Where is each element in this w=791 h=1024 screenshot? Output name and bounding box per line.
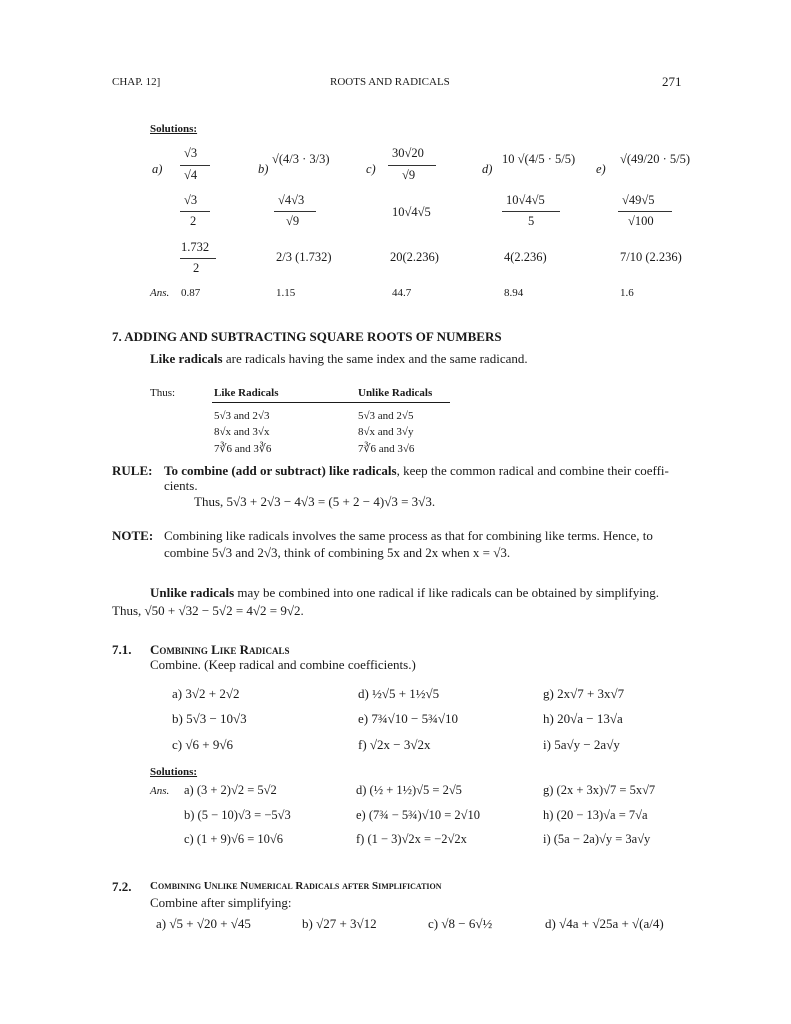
note-line-2: combine 5√3 and 2√3, think of combining 5x and 2x when x = √3.	[164, 545, 511, 560]
answer-item: f) (1 − 3)√2x = −2√2x	[356, 832, 467, 846]
problem-item: h) 20√a − 13√a	[543, 711, 623, 726]
like-radicals-term: Like radicals	[150, 351, 223, 366]
problem-item: e) 7¾√10 − 5¾√10	[358, 711, 458, 726]
label-b: b)	[258, 162, 269, 176]
problem-item: f) √2x − 3√2x	[358, 737, 431, 752]
section-7-1-number: 7.1.	[112, 642, 132, 657]
section-7-heading: 7. ADDING AND SUBTRACTING SQUARE ROOTS OF NUMBERS	[112, 329, 502, 344]
unlike-radicals-text: may be combined into one radical if like radicals can be obtained by simplifying.	[234, 585, 660, 600]
b-denominator-2: √9	[286, 214, 300, 228]
label-a: a)	[152, 162, 163, 176]
thus-label: Thus:	[150, 387, 176, 399]
unlike-radicals-row: 5√3 and 2√5	[358, 410, 414, 422]
d-numerator-2: 10√4√5	[506, 193, 545, 207]
section-7-2-title: Combining Unlike Numerical Radicals after Simplification	[150, 880, 442, 892]
note-line-1: Combining like radicals involves the same process as that for combining like terms. Hence, to	[164, 528, 653, 543]
rule-label: RULE:	[112, 463, 153, 478]
c-numerator-1: 30√20	[392, 146, 424, 160]
rule-text	[164, 463, 669, 479]
problem-item: d) √4a + √25a + √(a/4)	[545, 916, 664, 931]
a-numerator-3: 1.732	[181, 240, 210, 254]
problem-item: a) 3√2 + 2√2	[172, 686, 240, 701]
running-title: ROOTS AND RADICALS	[330, 76, 450, 88]
like-radicals-definition-text: are radicals having the same index and the same radicand.	[222, 351, 528, 366]
chapter-label: CHAP. 12]	[112, 76, 161, 88]
note-label: NOTE:	[112, 528, 154, 543]
e-line-1: √(49/20 · 5/5)	[620, 152, 691, 166]
ans-label-7-1: Ans.	[150, 785, 170, 797]
a-numerator-1: √3	[184, 146, 198, 160]
problem-item: b) 5√3 − 10√3	[172, 711, 247, 726]
unlike-radicals-example: Thus, √50 + √32 − 5√2 = 4√2 = 9√2.	[112, 603, 304, 618]
answer-item: g) (2x + 3x)√7 = 5x√7	[543, 783, 656, 797]
unlike-radicals-row: 7∛6 and 3√6	[358, 443, 415, 455]
ans-label-top: Ans.	[150, 287, 170, 299]
answer-item: i) (5a − 2a)√y = 3a√y	[543, 832, 651, 846]
section-7-1-title: Combining Like Radicals	[150, 642, 290, 657]
problem-item: c) √6 + 9√6	[172, 737, 233, 752]
b-line-3: 2/3 (1.732)	[276, 250, 332, 264]
unlike-radicals-column-header: Unlike Radicals	[358, 387, 433, 399]
section-7-2-number: 7.2.	[112, 879, 132, 894]
a-denominator-1: √4	[184, 168, 198, 182]
a-answer: 0.87	[181, 287, 201, 299]
b-numerator-2: √4√3	[278, 193, 305, 207]
unlike-radicals-term: Unlike radicals	[150, 585, 235, 600]
like-radicals-row: 7∛6 and 3∛6	[214, 443, 272, 455]
solutions-heading-top: Solutions:	[150, 123, 198, 135]
page-number: 271	[662, 74, 682, 89]
like-radicals-row: 5√3 and 2√3	[214, 410, 270, 422]
d-line-1: 10 √(4/5 · 5/5)	[502, 152, 576, 166]
b-line-1: √(4/3 · 3/3)	[272, 152, 330, 166]
problem-item: c) √8 − 6√½	[428, 916, 493, 931]
label-d: d)	[482, 162, 493, 176]
rule-text-rest: , keep the common radical and combine their coeffi-	[396, 463, 669, 478]
d-line-3: 4(2.236)	[504, 250, 547, 264]
d-denominator-2: 5	[528, 214, 535, 228]
problem-item: d) ½√5 + 1½√5	[358, 686, 440, 701]
problem-item: g) 2x√7 + 3x√7	[543, 686, 625, 701]
problem-item: a) √5 + √20 + √45	[156, 916, 251, 931]
like-radicals-row: 8√x and 3√x	[214, 426, 270, 438]
answer-item: d) (½ + 1½)√5 = 2√5	[356, 783, 462, 797]
e-denominator-2: √100	[628, 214, 654, 228]
answer-item: a) (3 + 2)√2 = 5√2	[184, 783, 277, 797]
e-answer: 1.6	[620, 287, 634, 299]
a-denominator-2: 2	[190, 214, 197, 228]
label-c: c)	[366, 162, 376, 176]
like-radicals-column-header: Like Radicals	[214, 387, 279, 399]
c-line-2: 10√4√5	[392, 205, 431, 219]
unlike-radicals-paragraph	[150, 585, 659, 601]
answer-item: c) (1 + 9)√6 = 10√6	[184, 832, 283, 846]
solutions-heading-7-1: Solutions:	[150, 766, 198, 778]
label-e: e)	[596, 162, 606, 176]
c-answer: 44.7	[392, 287, 412, 299]
e-line-3: 7/10 (2.236)	[620, 250, 682, 264]
like-radicals-definition	[150, 351, 528, 367]
unlike-radicals-row: 8√x and 3√y	[358, 426, 414, 438]
answer-item: h) (20 − 13)√a = 7√a	[543, 808, 648, 822]
problem-item: b) √27 + 3√12	[302, 916, 377, 931]
answer-item: e) (7¾ − 5¾)√10 = 2√10	[356, 808, 480, 822]
d-answer: 8.94	[504, 287, 524, 299]
c-line-3: 20(2.236)	[390, 250, 439, 264]
e-numerator-2: √49√5	[622, 193, 655, 207]
rule-example: Thus, 5√3 + 2√3 − 4√3 = (5 + 2 − 4)√3 = 3√3.	[194, 494, 436, 509]
rule-text-line2: cients.	[164, 478, 198, 493]
problem-item: i) 5a√y − 2a√y	[543, 737, 620, 752]
section-7-1-instruction: Combine. (Keep radical and combine coefficients.)	[150, 657, 416, 672]
a-denominator-3: 2	[193, 261, 200, 275]
c-denominator-1: √9	[402, 168, 416, 182]
section-7-2-instruction: Combine after simplifying:	[150, 895, 292, 910]
b-answer: 1.15	[276, 287, 296, 299]
answer-item: b) (5 − 10)√3 = −5√3	[184, 808, 291, 822]
rule-bold: To combine (add or subtract) like radicals	[164, 463, 397, 478]
a-numerator-2: √3	[184, 193, 198, 207]
